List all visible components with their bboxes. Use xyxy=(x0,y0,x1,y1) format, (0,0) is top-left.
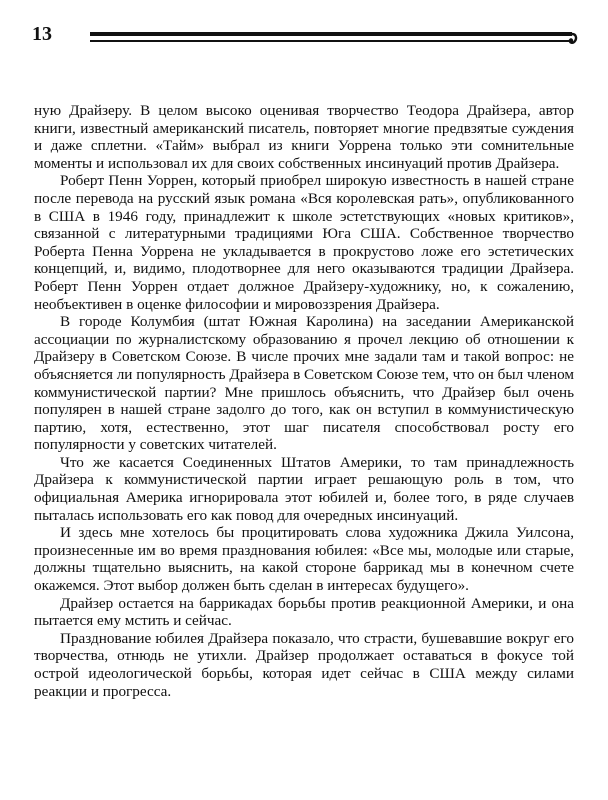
paragraph-6: Драйзер остается на баррикадах борьбы против реакционной Америки, и она пытается ему мстить и сейчас. xyxy=(34,594,574,630)
paragraph-3: В городе Колумбия (штат Южная Каролина) на заседании Американской ассоциации по журналистскому образованию я прочел лекцию об отношении к Драйзеру в Советском Союзе. В числе прочих мне задали там и такой вопрос: не объясняется ли популярность Драйзера в Советском Союзе тем, что он был членом коммунистической партии? Мне пришлось объяснить, что Драйзер был очень популярен в нашей стране задолго до того, как он вступил в коммунистическую партию, хотя, естественно, этот шаг писателя способствовал росту его популярности у советских читателей. xyxy=(34,313,574,454)
paragraph-1: ную Драйзеру. В целом высоко оценивая творчество Теодора Драйзера, автор книги, известный американский писатель, повторяет многие предвзятые суждения и даже сплетни. «Тайм» выбрал из книги Уоррена только эти сомнительные моменты и использовал их для своих собственных инсинуаций против Драйзера. xyxy=(34,102,574,172)
header-rule-thin xyxy=(90,40,572,42)
page-header xyxy=(0,0,608,60)
paragraph-5: И здесь мне хотелось бы процитировать слова художника Джила Уилсона, произнесенные им во время празднования юбилея: «Все мы, молодые или старые, должны тщательно выяснить, на какой стороне баррикад мы в конечном счете окажемся. Этот выбор должен быть сделан в интересах будущего». xyxy=(34,524,574,595)
scroll-flourish-icon xyxy=(560,28,580,52)
paragraph-4: Что же касается Соединенных Штатов Америки, то там принадлежность Драйзера к коммунистической партии играет решающую роль в том, что официальная Америка игнорировала этот юбилей и, более того, в ряде случаев пыталась использовать его как повод для очередных инсинуаций. xyxy=(34,453,574,524)
paragraph-2: Роберт Пенн Уоррен, который приобрел широкую известность в нашей стране после перевода на русский язык романа «Вся королевская рать», опубликованного в США в 1946 году, принадлежит к школе эстетствующих «новых критиков», связанной с литературными традициями Юга США. Собственное творчество Роберта Пенна Уоррена не укладывается в прокрустово ложе его эстетических концепций, и, видимо, плодотворнее для него оказываются традиции Драйзера. Роберт Пенн Уоррен отдает должное Драйзеру-художнику, но, к сожалению, необъективен в оценке философии и мировоззрения Драйзера. xyxy=(34,172,574,313)
article-body xyxy=(34,102,574,700)
paragraph-7: Празднование юбилея Драйзера показало, что страсти, бушевавшие вокруг его творчества, отнюдь не утихли. Драйзер продолжает оставаться в фокусе той острой идеологической борьбы, которая идет сейчас в США между силами реакции и прогресса. xyxy=(34,629,574,700)
page-number: 13 xyxy=(32,23,52,45)
header-rule-thick xyxy=(90,32,572,36)
